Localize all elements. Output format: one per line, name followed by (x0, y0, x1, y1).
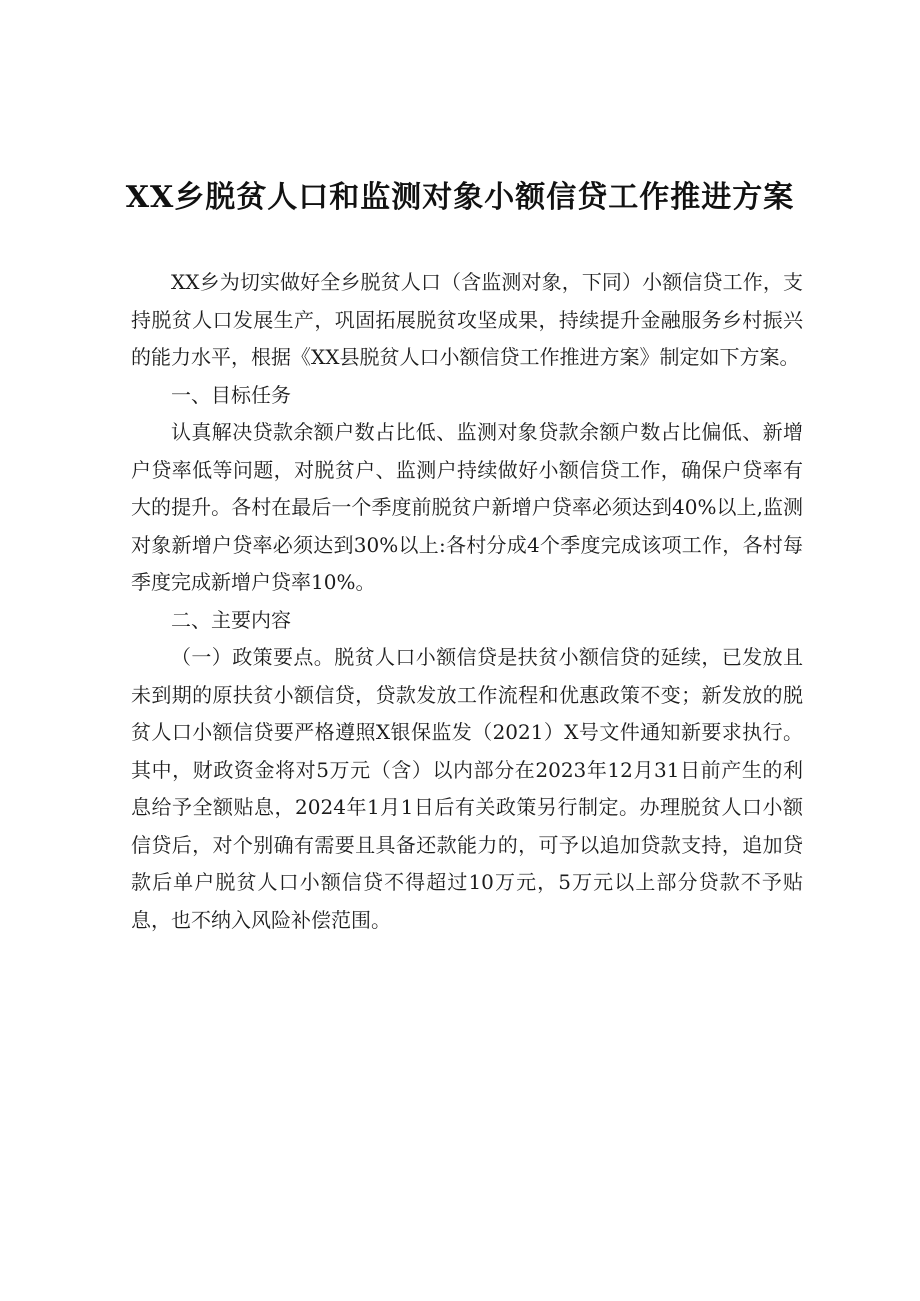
document-body (131, 264, 803, 939)
policy-paragraph: （一）政策要点。脱贫人口小额信贷是扶贫小额信贷的延续，已发放且未到期的原扶贫小额信贷，贷款发放工作流程和优惠政策不变；新发放的脱贫人口小额信贷要严格遵照X银保监发（2021）X号文件通知新要求执行。其中，财政资金将对5万元（含）以内部分在2023年12月31日前产生的利息给予全额贴息，2024年1月1日后有关政策另行制定。办理脱贫人口小额信贷后，对个别确有需要且具备还款能力的，可予以追加贷款支持，追加贷款后单户脱贫人口小额信贷不得超过10万元，5万元以上部分贷款不予贴息，也不纳入风险补偿范围。 (131, 645, 803, 932)
document-title: XX乡脱贫人口和监测对象小额信贷工作推进方案 (125, 180, 795, 215)
section-heading-goals: 一、目标任务 (171, 382, 291, 407)
goals-paragraph: 认真解决贷款余额户数占比低、监测对象贷款余额户数占比偏低、新增户贷率低等问题，对脱贫户、监测户持续做好小额信贷工作，确保户贷率有大的提升。各村在最后一个季度前脱贫户新增户贷率必须达到40%以上,监测对象新增户贷率必须达到30%以上:各村分成4个季度完成该项工作，各村每季度完成新增户贷率10%。 (131, 420, 803, 594)
intro-paragraph: XX乡为切实做好全乡脱贫人口（含监测对象，下同）小额信贷工作，支持脱贫人口发展生产，巩固拓展脱贫攻坚成果，持续提升金融服务乡村振兴的能力水平，根据《XX县脱贫人口小额信贷工作推进方案》制定如下方案。 (131, 270, 803, 369)
section-heading-content: 二、主要内容 (171, 607, 291, 632)
